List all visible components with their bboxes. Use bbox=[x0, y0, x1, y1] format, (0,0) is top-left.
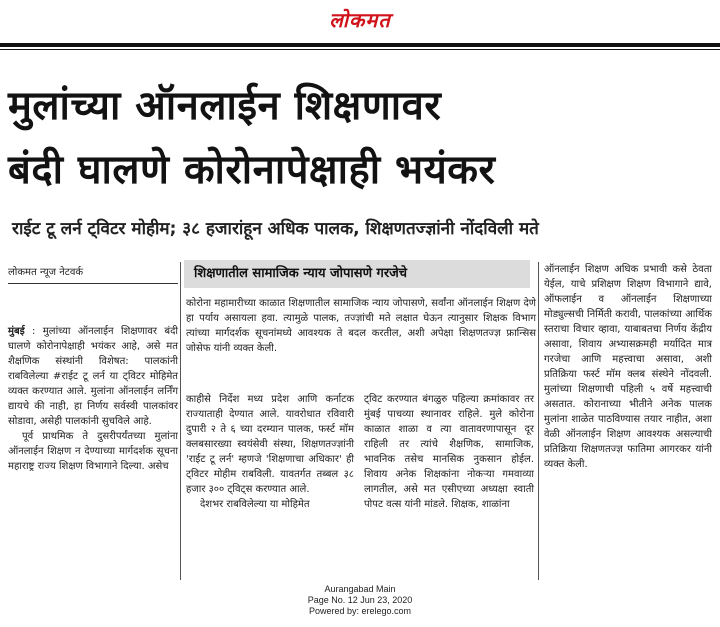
subheadline: राईट टू लर्न ट्विटर मोहीम; ३८ हजारांहून अधिक पालक, शिक्षणतज्ज्ञांनी नोंदविली मते bbox=[12, 219, 539, 239]
article-column-4 bbox=[544, 262, 712, 472]
page-footer bbox=[0, 584, 720, 617]
byline-divider bbox=[8, 283, 178, 284]
paragraph: काहीसे निर्देश मध्य प्रदेश आणि कर्नाटक राज्याताही देण्यात आले. यावरोधात रविवारी दुपारी २ ते ६ च्या दरम्यान पालक, फर्स्ट मॉम क्लबसारख्या स्वयंसेवी संस्था, शिक्षणतज्ज्ञांनी 'राईट टू लर्न' म्हणजे 'शिक्षणाचा अधिकार' ही ट्विटर मोहीम राबविली. यावतर्गत तब्बल ३८ हजार ३०० ट्विट्स करण्यात आले. bbox=[186, 394, 354, 495]
article-column-3 bbox=[364, 392, 534, 512]
masthead-rule-thin bbox=[0, 49, 720, 50]
paragraph: ट्विट करण्यात बंगळुरु पहिल्या क्रमांकावर तर मुंबई पाचव्या स्थानावर राहिले. मुले कोरोना काळात शाळा व त्या वातावरणापासून दूर राहिली तर त्यांचे शैक्षणिक, सामाजिक, भावनिक तसेच मानसिक नुकसान होईल. शिवाय अनेक शिक्षकांना नोकऱ्या गमवाव्या लागतील, असे मत एसीएच्या अध्यक्षा स्वाती पोपट वत्स यांनी मांडले. शिक्षक, शाळांना bbox=[364, 394, 534, 510]
edition-name: Aurangabad Main bbox=[324, 584, 396, 594]
byline: लोकमत न्यूज नेटवर्क bbox=[8, 267, 84, 278]
column-divider bbox=[538, 262, 539, 580]
box-heading: शिक्षणातील सामाजिक न्याय जोपासणे गरजेचे bbox=[184, 260, 530, 288]
headline-line-2: बंदी घालणे कोरोनापेक्षाही भयंकर bbox=[8, 147, 496, 193]
paragraph: पूर्व प्राथमिक ते दुसरीपर्यंतच्या मुलांना ऑनलाईन शिक्षण न देण्याच्या मार्गदर्शक सूचना महाराष्ट्र राज्य शिक्षण विभागाने दिल्या. असेच bbox=[8, 431, 178, 472]
dateline: मुंबई bbox=[8, 326, 25, 337]
paragraph: देशभर राबविलेल्या या मोहिमेत bbox=[200, 499, 310, 510]
page-date: Page No. 12 Jun 23, 2020 bbox=[307, 595, 413, 605]
paragraph: ऑनलाईन शिक्षण अधिक प्रभावी कसे ठेवता येईल, याचे प्रशिक्षण शिक्षण विभागाने द्यावे, ऑफलाईन व ऑनलाईन शिक्षणाच्या मोड्युल्सची निर्मिती करावी, पालकांच्या आर्थिक स्तराचा विचार व्हावा, याबाबतचा निर्णय केंद्रीय असावा, शिवाय अभ्यासक्रमही मर्यादित मात्र गरजेचा आणि महत्त्वाचा असावा, अशी प्रतिक्रिया फर्स्ट मॉम क्लब संस्थेने नोंदवली. मुलांच्या शिक्षणाची पहिली ५ वर्षे महत्त्वाची असतात. कोरानाच्या भीतीने अनेक पालक मुलांना शाळेत पाठविण्यास तयार नाहीत, अशा वेळी ऑनलाईन शिक्षण आवश्यक असल्याची प्रतिक्रिया शिक्षणतज्ज्ञ फातिमा आगरकर यांनी व्यक्त केली. bbox=[544, 264, 712, 470]
article-column-1 bbox=[8, 324, 178, 474]
powered-by-link[interactable]: Powered by: erelego.com bbox=[308, 606, 412, 616]
box-text: कोरोना महामारीच्या काळात शिक्षणातील सामाजिक न्याय जोपासणे, सर्वांना ऑनलाईन शिक्षण देणे हा पर्याय असायला हवा. त्यामुळे पालक, तज्ज्ञांची मते लक्षात घेऊन त्यानुसार शिक्षक विभाग त्यांच्या मार्गदर्शक सूचनांमध्ये आवश्यक ते बदल करतील, अशी अपेक्षा शिक्षणतज्ज्ञ फ्रान्सिस जोसेफ यांनी व्यक्त केली. bbox=[186, 298, 536, 354]
paragraph: : मुलांच्या ऑनलाईन शिक्षणावर बंदी घालणे कोरोनापेक्षाही भयंकर आहे, असे मत शैक्षणिक संस्थांनी विशेषत: पालकांनी राबविलेल्या #राईट टू लर्न या ट्विटर मोहिमेत व्यक्त करण्यात आले. मुलांना ऑनलाईन लर्निंग द्यायचे की नाही, हा निर्णय सर्वस्वी पालकांवर सोडावा, असेही पालकांनी सुचविले आहे. bbox=[8, 326, 178, 427]
masthead-rule bbox=[0, 43, 720, 47]
newspaper-logo: लोकमत bbox=[329, 8, 391, 32]
column-divider bbox=[180, 262, 181, 580]
article-column-2 bbox=[186, 392, 354, 512]
headline-line-1: मुलांच्या ऑनलाईन शिक्षणावर bbox=[8, 83, 442, 129]
